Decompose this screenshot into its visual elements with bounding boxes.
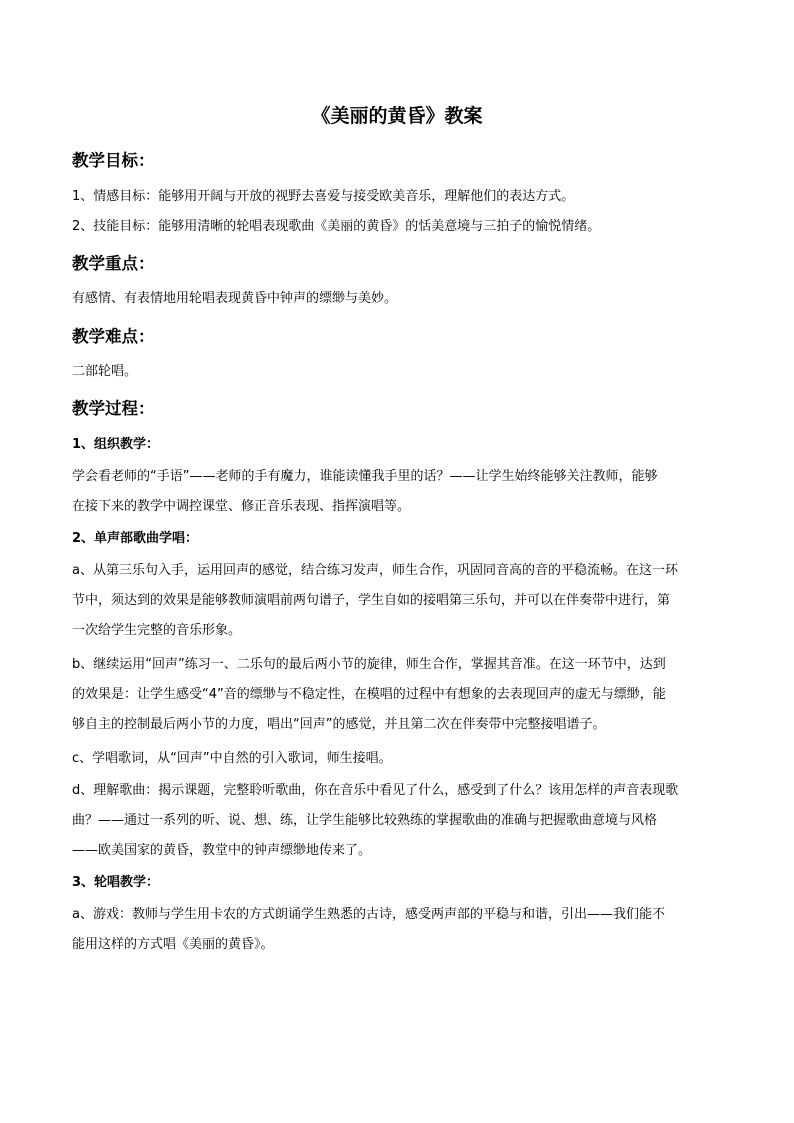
- objective-line: 1、情感目标：能够用开阔与开放的视野去喜爱与接受欧美音乐，理解他们的表达方式。: [72, 189, 575, 204]
- step2-b-line: b、继续运用“回声”练习一、二乐句的最后两小节的旋律，师生合作，掌握其音准。在这一环节中，达到: [72, 657, 666, 672]
- step2-a-line: 一次给学生完整的音乐形象。: [72, 623, 242, 638]
- step2-b-line: 的效果是：让学生感受“4”音的缥缈与不稳定性，在模唱的过程中有想象的去表现回声的虚无与缥缈，能: [72, 687, 666, 702]
- step2-title: 2、单声部歌曲学唱：: [72, 531, 199, 546]
- step2-a: [72, 556, 722, 646]
- step2-a-line: a、从第三乐句入手，运用回声的感觉，结合练习发声，师生合作，巩固同音高的音的平稳流畅。在这一环: [72, 563, 678, 578]
- step1-line: 学会看老师的“手语”——老师的手有魔力，谁能读懂我手里的话？——让学生始终能够关注教师，能够: [72, 469, 658, 484]
- step3-a-line: 能用这样的方式唱《美丽的黄昏》。: [72, 937, 274, 952]
- step2-d-line: 曲？——通过一系列的听、说、想、练，让学生能够比较熟练的掌握歌曲的准确与把握歌曲意境与风格: [72, 813, 658, 828]
- objectives-heading: 教学目标：: [72, 151, 155, 170]
- document-title: 《美丽的黄昏》教案: [311, 105, 483, 127]
- difficulties-text: [72, 357, 722, 387]
- step2-c: [72, 744, 722, 774]
- step2-b-line: 够自主的控制最后两小节的力度，唱出“回声”的感觉，并且第二次在伴奏带中完整接唱谱子。: [72, 717, 606, 732]
- step3-a: [72, 900, 722, 960]
- key-points-heading: 教学重点：: [72, 254, 155, 273]
- step2-d-line: ——欧美国家的黄昏，教堂中的钟声缥缈地传来了。: [72, 843, 372, 858]
- key-points-line: 有感情、有表情地用轮唱表现黄昏中钟声的缥缈与美妙。: [72, 291, 398, 306]
- process-heading: 教学过程：: [72, 399, 155, 418]
- step2-d: [72, 776, 722, 866]
- step1-title: 1、组织教学：: [72, 437, 160, 452]
- step2-a-line: 节中，须达到的效果是能够教师演唱前两句谱子，学生自如的接唱第三乐句，并可以在伴奏带中进行，第: [72, 593, 671, 608]
- step3-title: 3、轮唱教学：: [72, 875, 160, 890]
- step2-d-line: d、理解歌曲：揭示课题，完整聆听歌曲，你在音乐中看见了什么，感受到了什么？该用怎样的声音表现歌: [72, 783, 679, 798]
- step2-c-line: c、学唱歌词，从“回声”中自然的引入歌词，师生接唱。: [72, 751, 392, 766]
- objective-item-1: [72, 182, 722, 212]
- step2-b: [72, 650, 722, 740]
- key-points-text: [72, 284, 722, 314]
- objective-item-2: [72, 212, 722, 242]
- difficulties-line: 二部轮唱。: [72, 364, 138, 379]
- step1-text: [72, 462, 722, 522]
- step1-line: 在接下来的教学中调控课堂、修正音乐表现、指挥演唱等。: [72, 499, 411, 514]
- step3-a-line: a、游戏：教师与学生用卡农的方式朗诵学生熟悉的古诗，感受两声部的平稳与和谐，引出——我们能不: [72, 907, 665, 922]
- difficulties-heading: 教学难点：: [72, 327, 155, 346]
- objective-line: 2、技能目标：能够用清晰的轮唱表现歌曲《美丽的黄昏》的恬美意境与三拍子的愉悦情绪。: [72, 219, 601, 234]
